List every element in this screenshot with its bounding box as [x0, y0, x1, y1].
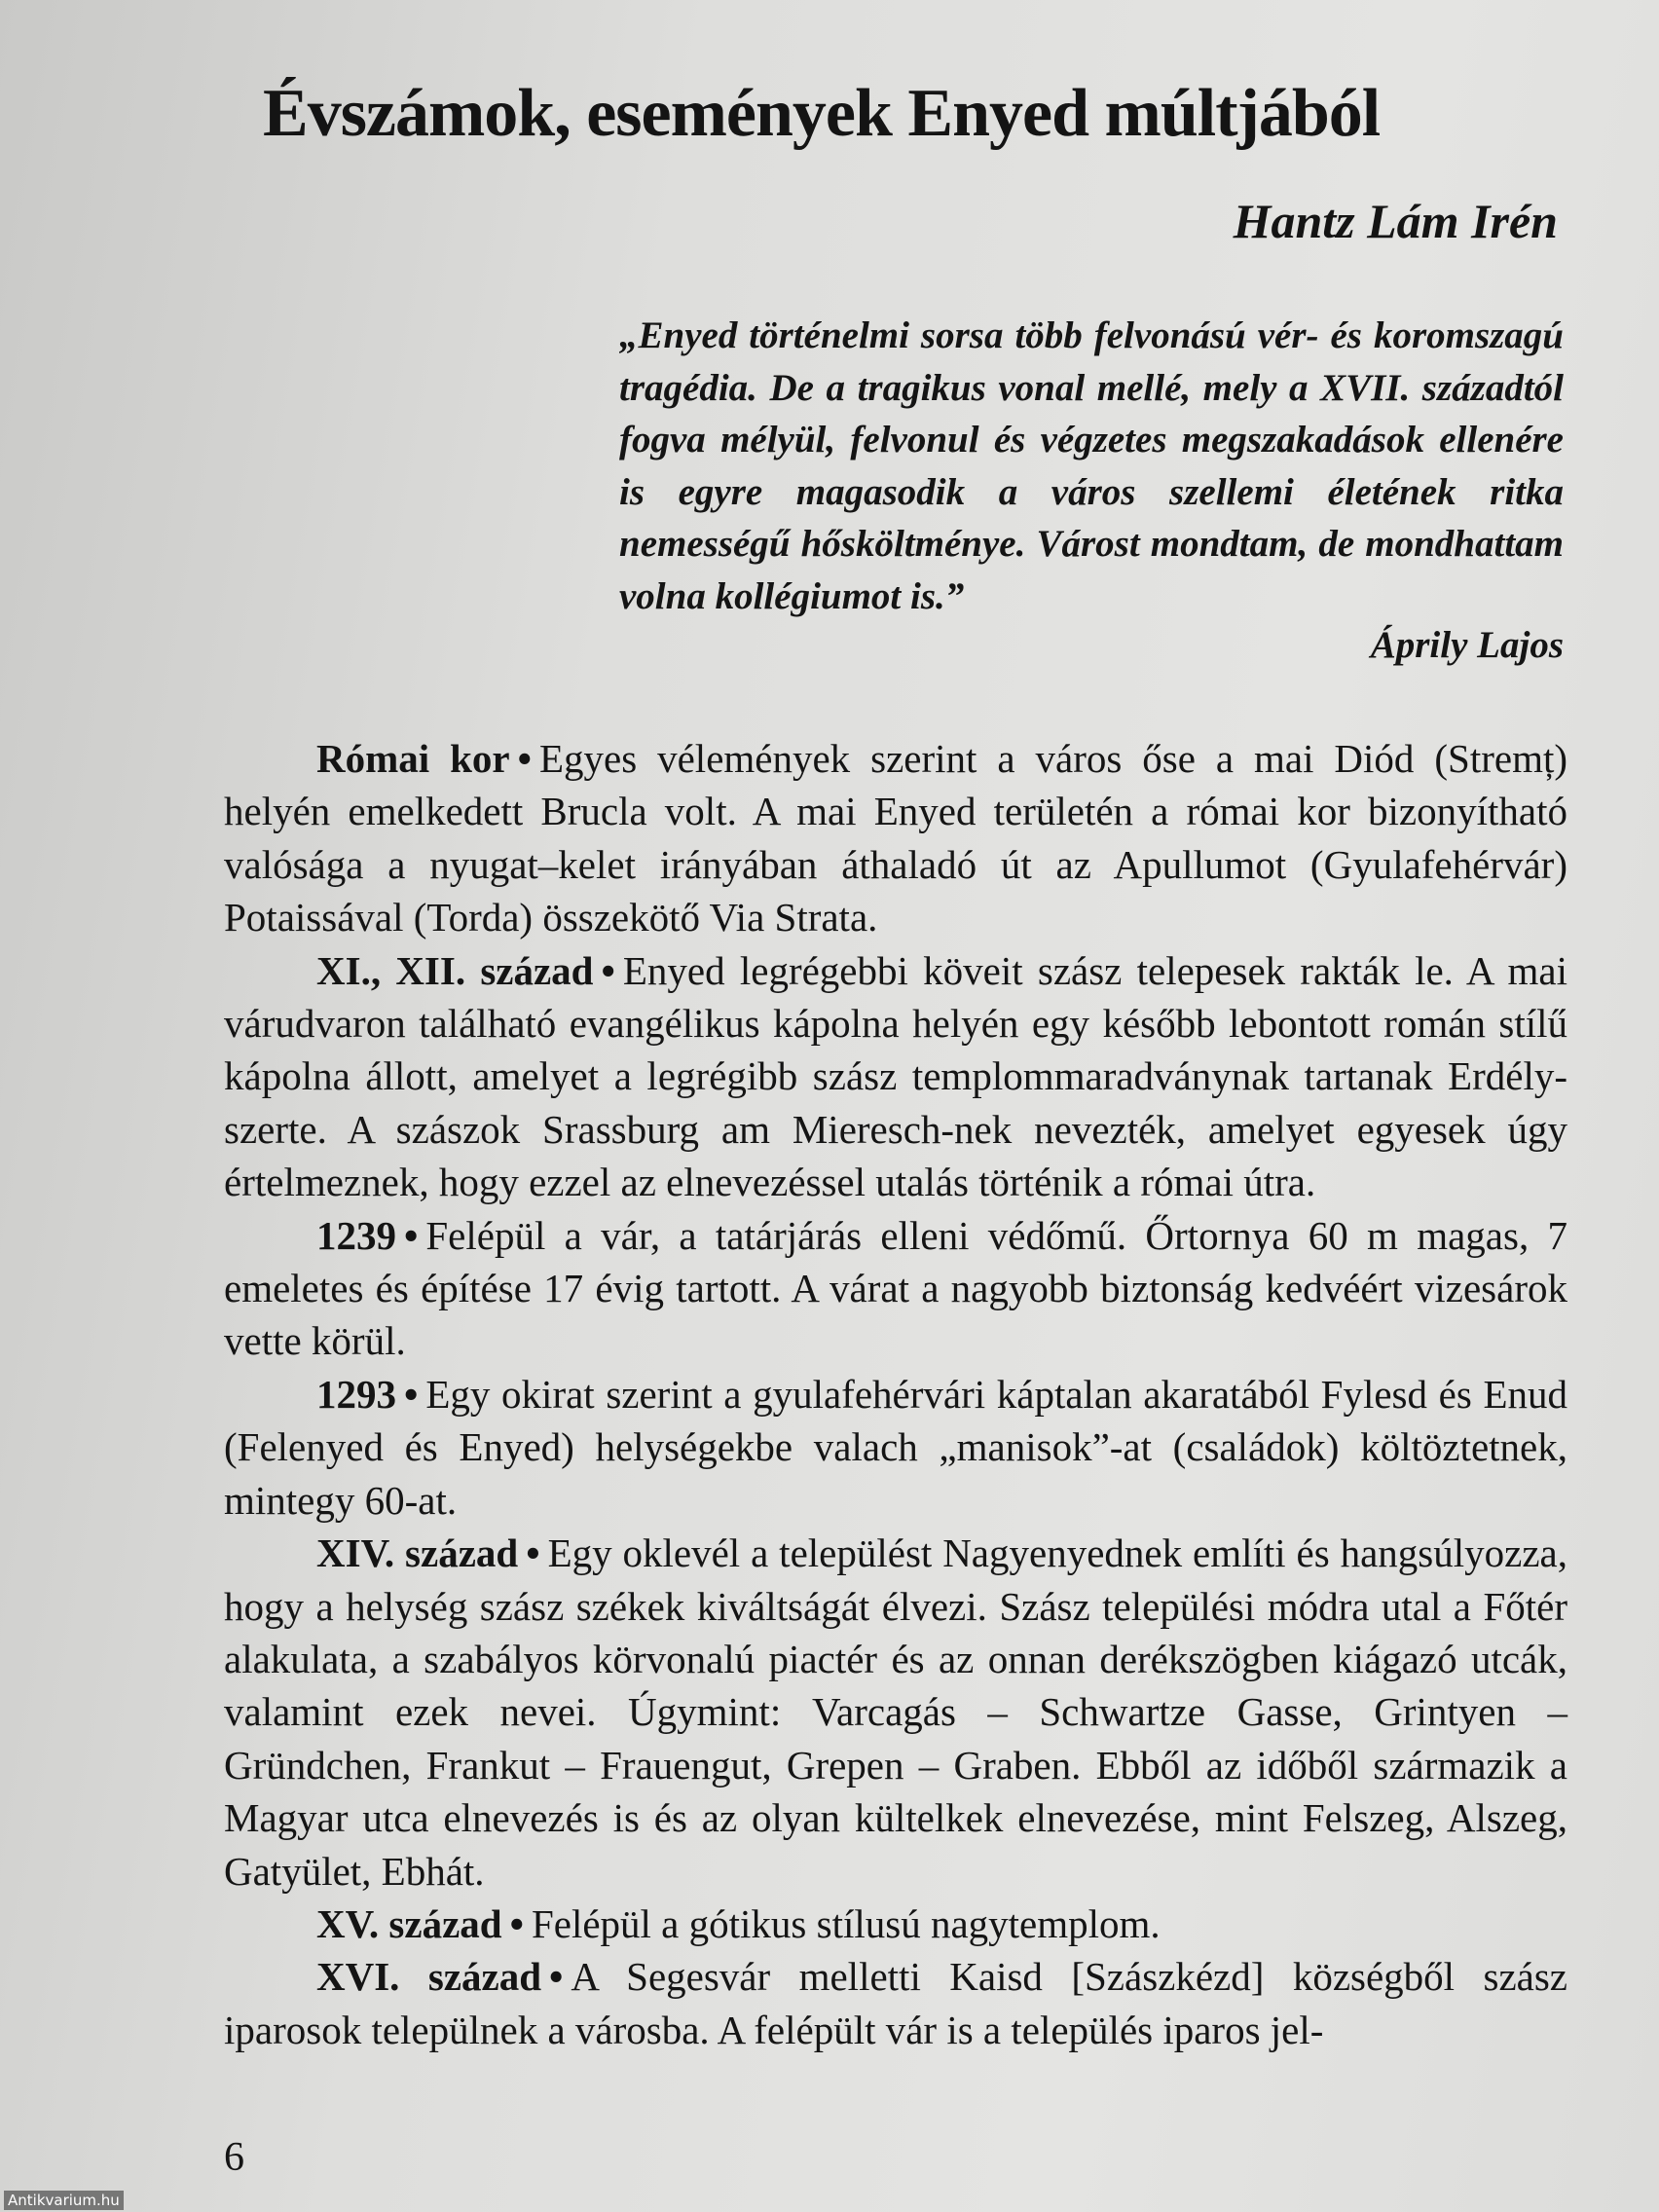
article-author: Hantz Lám Irén: [1233, 194, 1558, 248]
entry-15th-century: [224, 1898, 1567, 1950]
entry-14th-century: [224, 1527, 1567, 1898]
page-number: 6: [224, 2135, 244, 2180]
watermark: Antikvarium.hu: [4, 2191, 124, 2210]
entry-text: A Segesvár melletti Kaisd [Szászkézd] községből szász iparosok települnek a városba. A felépült vár is a település iparos jel-: [224, 1954, 1568, 2052]
entry-label: XIV. század: [316, 1530, 519, 1576]
bullet-separator: •: [509, 1900, 524, 1946]
epigraph-author: Áprily Lajos: [1370, 624, 1564, 666]
chronology-body: [224, 732, 1567, 2056]
entry-text: Egy okirat szerint a gyulafehérvári káptalan akaratából Fylesd és Enud (Felenyed és Enyed) helységekbe valach „manisok”-at (családok) költöztetnek, mintegy 60-at.: [224, 1371, 1567, 1523]
entry-label: 1293: [316, 1371, 396, 1417]
bullet-separator: •: [601, 947, 615, 993]
entry-label: XI., XII. század: [316, 947, 594, 993]
entry-label: XV. század: [316, 1900, 502, 1946]
entry-roman-era: [224, 732, 1567, 944]
entry-text: Enyed legrégebbi köveit szász telepesek rakták le. A mai várudvaron található evangélikus kápolna helyén egy később lebontott román stílű kápolna állott, amelyet a legrégibb szász templommaradványnak tartanak Erdély-szerte. A szászok Srassburg am Mieresch-nek nevezték, amelyet egyesek úgy értelmeznek, hogy ezzel az elnevezéssel utalás történik a római útra.: [224, 947, 1567, 1205]
entry-1239: [224, 1209, 1567, 1368]
bullet-separator: •: [404, 1212, 419, 1258]
entry-text: Egy oklevél a települést Nagyenyednek említi és hangsúlyozza, hogy a helység szász székek kiváltságát élvezi. Szász települési módra utal a Főtér alakulata, a szabályos körvonalú piactér és az onnan derékszögben kiágazó utcák, valamint ezek nevei. Úgymint: Varcagás – Schwartze Gasse, Grintyen – Gründchen, Frankut – Frauengut, Grepen – Graben. Ebből az időből származik a Magyar utca elnevezés is és az olyan kültelkek elnevezése, mint Felszeg, Alszeg, Gatyület, Ebhát.: [224, 1530, 1567, 1894]
bullet-separator: •: [526, 1530, 540, 1576]
page-title: Évszámok, események Enyed múltjából: [263, 76, 1381, 151]
entry-11-12th-century: [224, 944, 1567, 1209]
entry-text: Felépül a vár, a tatárjárás elleni védőmű. Őrtornya 60 m magas, 7 emeletes és építése 17 évig tartott. A várat a nagyobb biztonság kedvéért vizesárok vette körül.: [224, 1212, 1567, 1364]
entry-label: Római kor: [316, 736, 510, 781]
entry-label: XVI. század: [316, 1954, 542, 2000]
bullet-separator: •: [404, 1371, 419, 1417]
bullet-separator: •: [549, 1954, 564, 2000]
entry-1293: [224, 1368, 1567, 1527]
entry-text: Egyes vélemények szerint a város őse a mai Diód (Stremț) helyén emelkedett Brucla volt. A mai Enyed területén a római kor bizonyítható valósága a nyugat–kelet irányában áthaladó út az Apullumot (Gyulafehérvár) Potaissával (Torda) összekötő Via Strata.: [224, 736, 1568, 940]
bullet-separator: •: [517, 736, 532, 781]
entry-text: Felépül a gótikus stílusú nagytemplom.: [531, 1900, 1161, 1946]
epigraph-quote: „Enyed történelmi sorsa több felvonású vér- és koromszagú tragédia. De a tragikus vonal mellé, mely a XVII. századtól fogva mélyül, felvonul és végzetes megszakadások ellenére is egyre magasodik a város szellemi életének ritka nemességű hősköltménye. Várost mondtam, de mondhattam volna kollégiumot is.”: [619, 314, 1564, 617]
entry-16th-century: [224, 1950, 1567, 2056]
entry-label: 1239: [316, 1212, 396, 1258]
